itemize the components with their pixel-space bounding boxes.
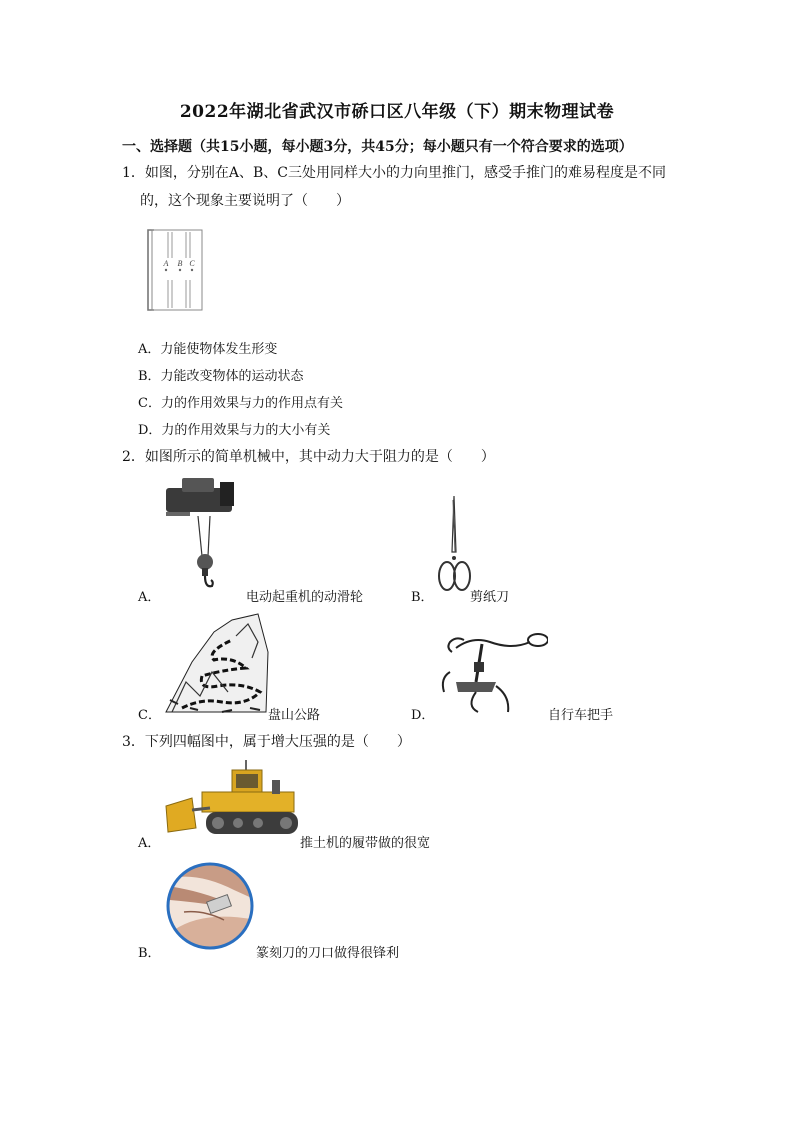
q1-stem-line2: 的，这个现象主要说明了（ ） bbox=[140, 193, 350, 209]
q2-option-d-letter: D． bbox=[411, 708, 435, 723]
door-label-c: C bbox=[189, 259, 195, 268]
q2-option-a-caption: 电动起重机的动滑轮 bbox=[246, 590, 364, 605]
q2-option-c-letter: C． bbox=[138, 708, 161, 723]
q2-option-b-letter: B． bbox=[411, 590, 434, 605]
door-label-b: B bbox=[177, 259, 183, 268]
mountain-road-figure bbox=[162, 612, 272, 718]
q3-option-b-caption: 篆刻刀的刀口做得很锋利 bbox=[256, 946, 400, 961]
carving-knife-figure bbox=[164, 860, 256, 952]
q2-option-d-caption: 自行车把手 bbox=[548, 708, 614, 723]
bicycle-handlebar-figure bbox=[436, 622, 548, 714]
q1-option-a: A．力能使物体发生形变 bbox=[138, 342, 278, 357]
q2-stem: 2．如图所示的简单机械中，其中动力大于阻力的是（ ） bbox=[122, 449, 495, 465]
page-title: 2022年湖北省武汉市硚口区八年级（下）期末物理试卷 bbox=[179, 102, 615, 122]
q1-stem-line1: 1．如图，分别在A、B、C三处用同样大小的力向里推门，感受手推门的难易程度是不同 bbox=[122, 165, 667, 181]
q3-option-a-caption: 推土机的履带做的很宽 bbox=[300, 836, 431, 851]
q2-option-b-caption: 剪纸刀 bbox=[470, 590, 510, 605]
q1-option-c: C．力的作用效果与力的作用点有关 bbox=[138, 396, 343, 411]
section-heading: 一、选择题（共15小题，每小题3分，共45分；每小题只有一个符合要求的选项） bbox=[122, 139, 633, 155]
crane-pulley-figure bbox=[162, 474, 240, 600]
scissors-figure bbox=[434, 492, 474, 604]
q3-stem: 3．下列四幅图中，属于增大压强的是（ ） bbox=[122, 734, 411, 750]
q1-option-b: B．力能改变物体的运动状态 bbox=[138, 369, 304, 384]
q3-option-a-letter: A． bbox=[138, 836, 161, 851]
bulldozer-figure bbox=[162, 758, 302, 842]
q3-option-b-letter: B． bbox=[138, 946, 161, 961]
door-figure bbox=[146, 226, 206, 314]
q2-option-c-caption: 盘山公路 bbox=[268, 708, 321, 723]
q1-option-d: D．力的作用效果与力的大小有关 bbox=[138, 423, 331, 438]
door-label-a: A bbox=[163, 259, 169, 268]
q2-option-a-letter: A． bbox=[138, 590, 161, 605]
